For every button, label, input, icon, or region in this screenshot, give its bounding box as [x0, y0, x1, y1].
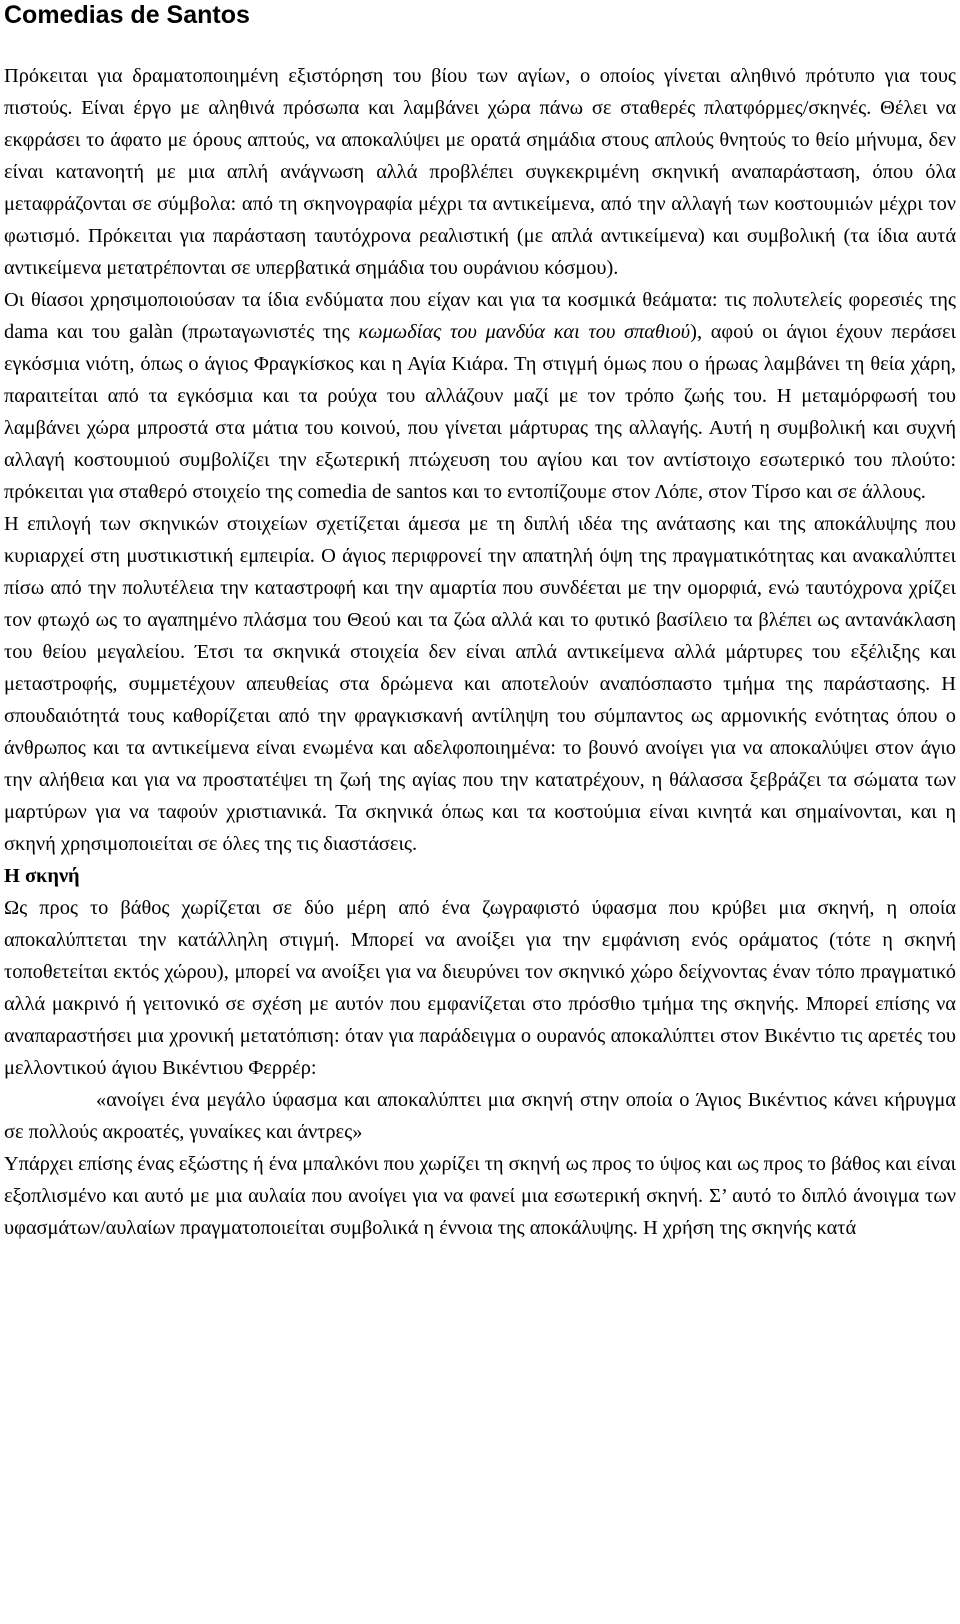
document-page — [4, 0, 956, 1244]
document-title: Comedias de Santos — [4, 1, 250, 29]
paragraph-costumes-end: ), αφού οι άγιοι έχουν περάσει εγκόσμια νιότη, όπως ο άγιος Φραγκίσκος και η Αγία Κιάρα. Τη στιγμή όμως που ο ήρωας λαμβάνει τη θεία χάρη, παραιτείται από τα εγκόσμια και τα ρούχα του αλλάζουν μαζί με τον τρόπο ζωής του. Η μεταμόρφωσή του λαμβάνει χώρα μπροστά στα μάτια του κοινού, που γίνεται μάρτυρας της αλλαγής. Αυτή η συμβολική και συχνή αλλαγή κοστουμιού συμβολίζει την εξωτερική πτώχευση του αγίου και τον αντίστοιχο εσωτερικό του πλούτο: πρόκειται για σταθερό στοιχείο της comedia de santos και το εντοπίζουμε στον Λόπε, στον Τίρσο και σε άλλους. — [4, 321, 956, 503]
block-quote: «ανοίγει ένα μεγάλο ύφασμα και αποκαλύπτει μια σκηνή στην οποία ο Άγιος Βικέντιος κάνει κήρυγμα σε πολλούς ακροατές, γυναίκες και άντρες» — [4, 1089, 956, 1143]
italic-work-title: κωμωδίας του μανδύα και του σπαθιού — [358, 321, 691, 343]
document-body — [4, 60, 956, 1244]
paragraph-balcony: Υπάρχει επίσης ένας εξώστης ή ένα μπαλκόνι που χωρίζει τη σκηνή ως προς το ύψος και ως προς το βάθος και είναι εξοπλισμένο και αυτό με μια αυλαία που ανοίγει για να φανεί μια εσωτερική σκηνή. Σ’ αυτό το διπλό άνοιγμα των υφασμάτων/αυλαίων πραγματοποιείται συμβολικά η έννοια της αποκάλυψης. Η χρήση της σκηνής κατά — [4, 1153, 956, 1239]
section-heading-stage: Η σκηνή — [4, 865, 80, 887]
paragraph-comedias-intro: Πρόκειται για δραματοποιημένη εξιστόρηση του βίου των αγίων, ο οποίος γίνεται αληθινό πρότυπο για τους πιστούς. Είναι έργο με αληθινά πρόσωπα και λαμβάνει χώρα πάνω σε σταθερές πλατφόρμες/σκηνές. Θέλει να εκφράσει το άφατο με όρους απτούς, να αποκαλύψει με ορατά σημάδια στους απλούς θνητούς το θείο μήνυμα, δεν είναι κατανοητή με μια απλή ανάγνωση αλλά προβλέπει συγκεκριμένη σκηνική αναπαράσταση, όπου όλα μεταφράζονται σε σύμβολα: από τη σκηνογραφία μέχρι τα αντικείμενα, από την αλλαγή των κοστουμιών μέχρι τον φωτισμό. Πρόκειται για παράσταση ταυτόχρονα ρεαλιστική (με απλά αντικείμενα) και συμβολική (τα ίδια αυτά αντικείμενα μετατρέπονται σε υπερβατικά σημάδια του ουράνιου κόσμου). — [4, 65, 956, 279]
paragraph-stage-depth: Ως προς το βάθος χωρίζεται σε δύο μέρη από ένα ζωγραφιστό ύφασμα που κρύβει μια σκηνή, η οποία αποκαλύπτεται την κατάλληλη στιγμή. Μπορεί να ανοίξει για την εμφάνιση ενός οράματος (τότε η σκηνή τοποθετείται εκτός χώρου), μπορεί να ανοίξει για να διευρύνει τον σκηνικό χώρο δείχνοντας έναν τόπο πραγματικό αλλά μακρινό ή γειτονικό σε σχέση με αυτόν που εμφανίζεται στο πρόσθιο τμήμα της σκηνής. Μπορεί επίσης να αναπαραστήσει μια χρονική μετατόπιση: όταν για παράδειγμα ο ουρανός αποκαλύπτει στον Βικέντιο τις αρετές του μελλοντικού άγιου Βικέντιου Φερρέρ: — [4, 897, 956, 1079]
paragraph-scenic-elements: Η επιλογή των σκηνικών στοιχείων σχετίζεται άμεσα με τη διπλή ιδέα της ανάτασης και της αποκάλυψης που κυριαρχεί στη μυστικιστική εμπειρία. Ο άγιος περιφρονεί την απατηλή όψη της πραγματικότητας και ανακαλύπτει πίσω από την πολυτέλεια την καταστροφή και την αμαρτία που συνδέεται με την ομορφιά, ενώ ταυτόχρονα χρίζει τον φτωχό ως το αγαπημένο πλάσμα του Θεού και τα ζώα αλλά και το φυτικό βασίλειο τα βλέπει ως αντανάκλαση του θείου μεγαλείου. Έτσι τα σκηνικά στοιχεία δεν είναι απλά αντικείμενα αλλά μάρτυρες του εξέλιξης και μεταστροφής, συμμετέχουν απευθείας στα δρώμενα και αποτελούν αναπόσπαστο τμήμα της παράστασης. Η σπουδαιότητά τους καθορίζεται από την φραγκισκανή αντίληψη του σύμπαντος ως αρμονικής ενότητας όπου ο άνθρωπος και τα αντικείμενα είναι ενωμένα και αδελφοποιημένα: το βουνό ανοίγει για να αποκαλύψει στον άγιο την αλήθεια και για να προστατέψει τη ζωή της αγίας που την κατατρέχουν, η θάλασσα ξεβράζει τα σώματα των μαρτύρων για να ταφούν χριστιανικά. Τα σκηνικά όπως και τα κοστούμια είναι κινητά και σημαίνονται, και η σκηνή χρησιμοποιείται σε όλες της τις διαστάσεις. — [4, 513, 956, 855]
paragraph-costumes-start: Οι θίασοι χρησιμοποιούσαν τα ίδια ενδύματα που είχαν και για τα κοσμικά θεάματα: τις πολυτελείς φορεσιές της dama και του galàn (πρωταγωνιστές της — [4, 289, 956, 343]
paragraph-costumes — [4, 284, 956, 508]
